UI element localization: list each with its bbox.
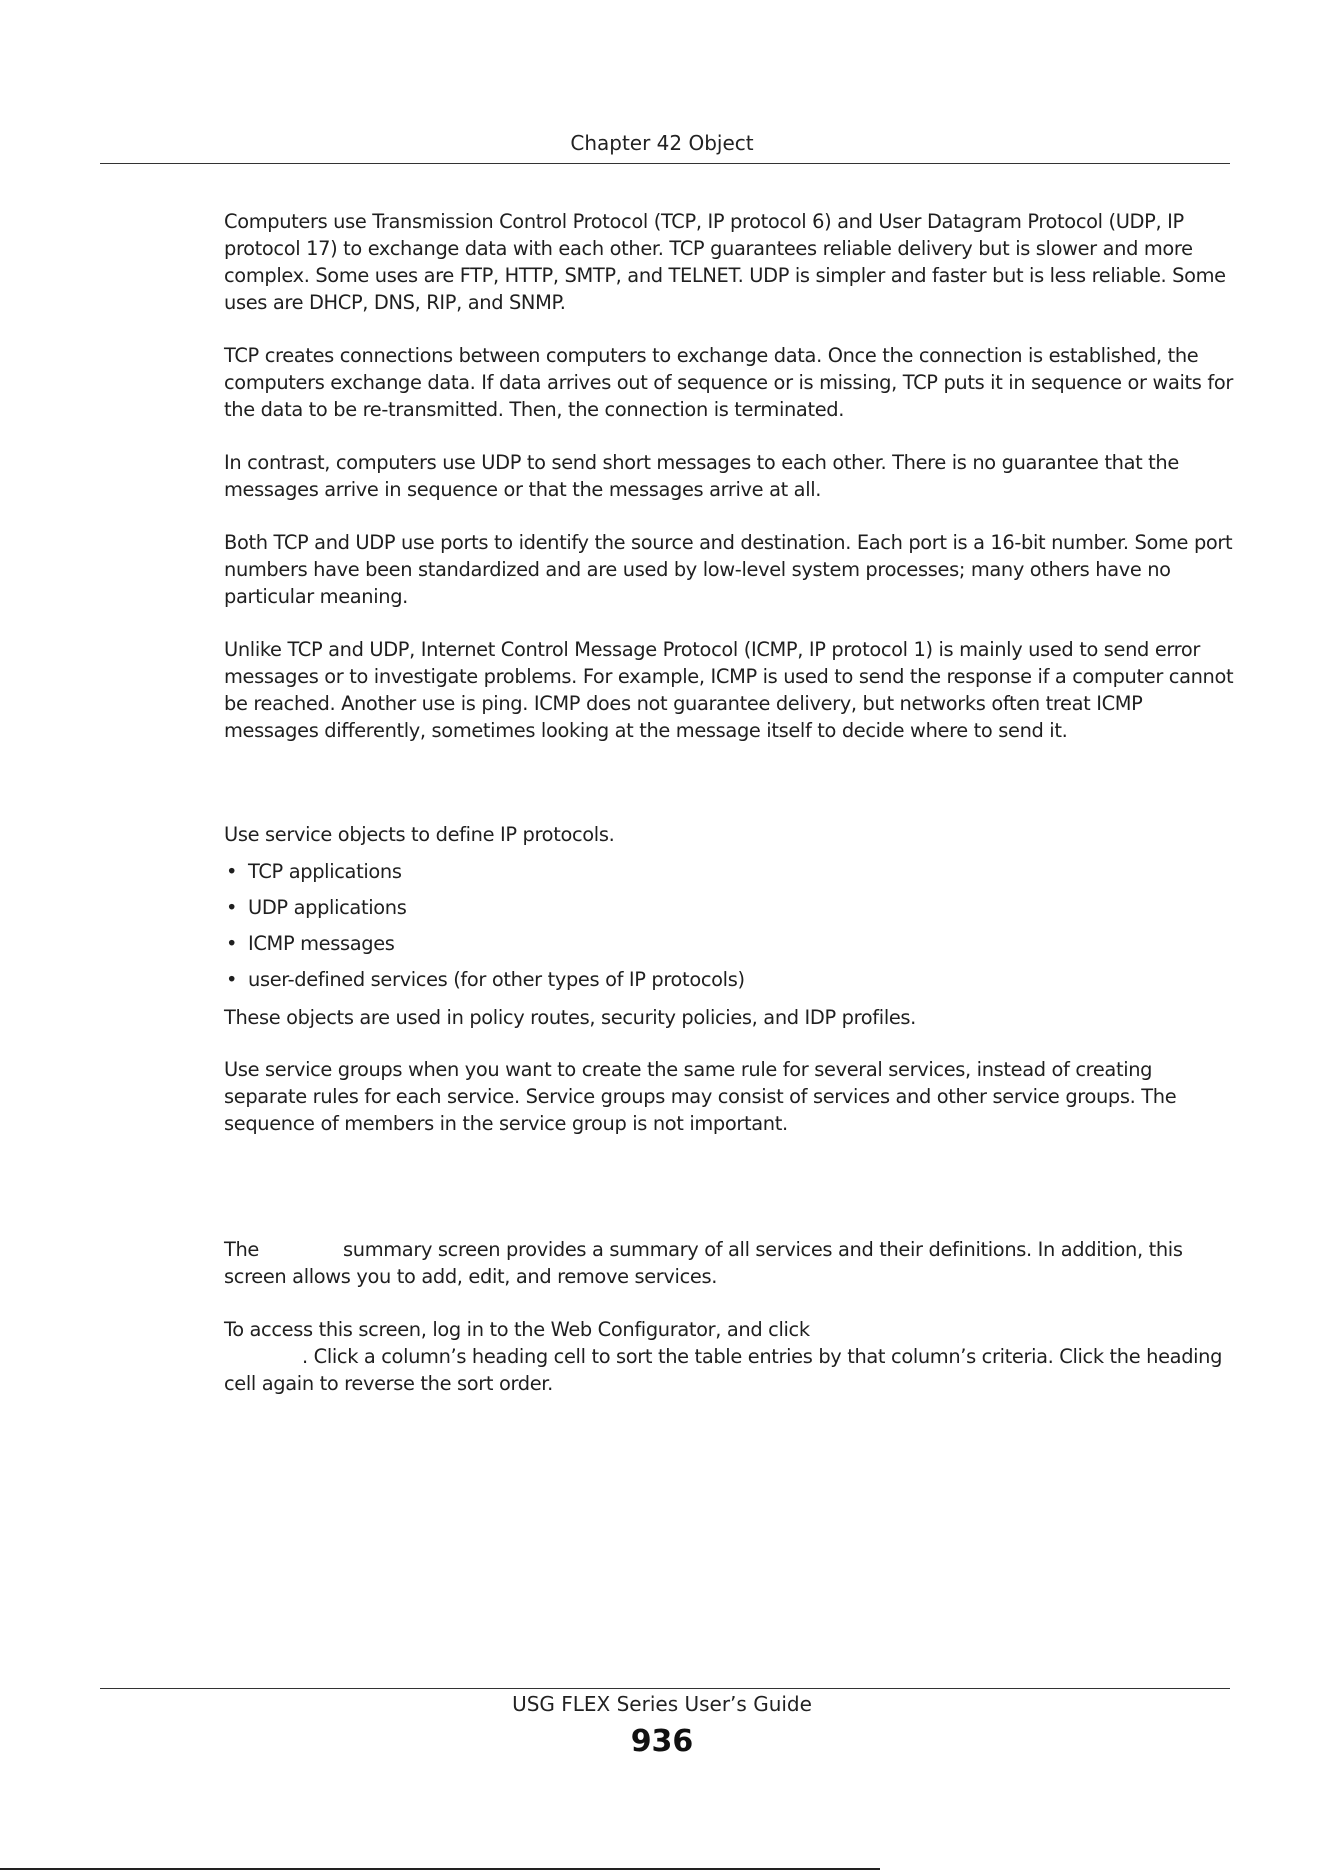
page-content: [224, 208, 1234, 1397]
paragraph-service-groups: Use service groups when you want to create the same rule for several services, instead of creating separate rules for each service. Service groups may consist of services and other service groups. The sequence of members in the service group is not important.: [224, 1058, 1177, 1135]
paragraph-udp-contrast: In contrast, computers use UDP to send short messages to each other. There is no guarantee that the messages arrive in sequence or that the messages arrive at all.: [224, 451, 1179, 501]
paragraph-ports: Both TCP and UDP use ports to identify the source and destination. Each port is a 16-bit number. Some port numbers have been standardized and are used by low-level system processes; many others have no particular meaning.: [224, 531, 1233, 608]
scan-edge-line: [0, 1868, 880, 1870]
bullet-icon: •: [226, 860, 238, 883]
chapter-header: Chapter 42 Object: [570, 131, 754, 155]
paragraph-objects-usage: These objects are used in policy routes, security policies, and IDP profiles.: [224, 1006, 916, 1029]
bullet-icon: •: [226, 932, 238, 955]
footer-divider: [100, 1688, 1230, 1689]
footer-guide-title: USG FLEX Series User’s Guide: [512, 1692, 812, 1716]
list-item: • TCP applications: [226, 860, 402, 883]
paragraph-tcp-udp-intro: Computers use Transmission Control Protocol (TCP, IP protocol 6) and User Datagram Protocol (UDP, IP protocol 17) to exchange data with each other. TCP guarantees reliable delivery but is slower and more complex. Some uses are FTP, HTTP, SMTP, and TELNET. UDP is simpler and faster but is less reliable. Some uses are DHCP, DNS, RIP, and SNMP.: [224, 210, 1226, 314]
list-item: • user-defined services (for other types of IP protocols): [226, 968, 745, 991]
bullet-icon: •: [226, 896, 238, 919]
paragraph-icmp: Unlike TCP and UDP, Internet Control Message Protocol (ICMP, IP protocol 1) is mainly used to send error messages or to investigate problems. For example, ICMP is used to send the response if a computer cannot be reached. Another use is ping. ICMP does not guarantee delivery, but networks often treat ICMP messages differently, sometimes looking at the message itself to decide where to send it.: [224, 638, 1234, 742]
list-item: • ICMP messages: [226, 932, 395, 955]
paragraph-summary-screen: The summary screen provides a summary of all services and their definitions. In addition, this screen allows you to add, edit, and remove services.: [224, 1238, 1183, 1288]
paragraph-access-screen: To access this screen, log in to the Web Configurator, and click . Click a column’s heading cell to sort the table entries by that column’s criteria. Click the heading cell again to reverse the sort order.: [224, 1318, 1223, 1395]
paragraph-service-objects: Use service objects to define IP protocols.: [224, 823, 615, 846]
paragraph-tcp-connections: TCP creates connections between computers to exchange data. Once the connection is established, the computers exchange data. If data arrives out of sequence or is missing, TCP puts it in sequence or waits for the data to be re-transmitted. Then, the connection is terminated.: [224, 344, 1233, 421]
list-item: • UDP applications: [226, 896, 407, 919]
header-divider: [100, 163, 1230, 164]
page-number: 936: [630, 1724, 694, 1759]
service-types-list: [224, 858, 1234, 1002]
bullet-icon: •: [226, 968, 238, 991]
